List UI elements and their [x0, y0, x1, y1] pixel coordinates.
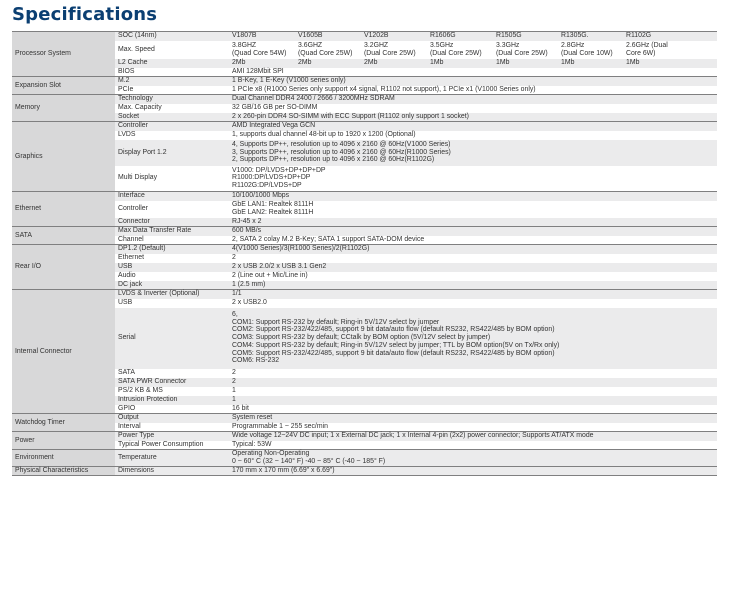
spec-label: USB	[115, 263, 229, 272]
spec-label: Typical Power Consumption	[115, 441, 229, 450]
spec-value: 1Mb	[558, 59, 623, 68]
spec-value: AMD Integrated Vega GCN	[229, 122, 717, 131]
spec-row	[12, 423, 717, 432]
spec-value: Operating Non-Operating 0 ~ 60° C (32 ~ 140° F) -40 ~ 85° C (-40 ~ 185° F)	[229, 450, 717, 467]
spec-row	[12, 131, 717, 140]
spec-label: Dimensions	[115, 467, 229, 476]
spec-value: System reset	[229, 414, 717, 423]
spec-label: Max Data Transfer Rate	[115, 227, 229, 236]
spec-label: Serial	[115, 308, 229, 369]
spec-label: Controller	[115, 122, 229, 131]
spec-value: 1Mb	[493, 59, 558, 68]
model-name: V1807B	[229, 32, 295, 41]
spec-row	[12, 378, 717, 387]
spec-value: 4, Supports DP++, resolution up to 4096 x 2160 @ 60Hz(V1000 Series) 3, Supports DP++, resolution up to 4096 x 2160 @ 60Hz(R1000 Series) 2, Supports DP++, resolution up to 4096 x 2160 @ 60Hz(R1102G)	[229, 140, 717, 166]
spec-row	[12, 95, 717, 104]
spec-value: 3.8GHZ (Quad Core 54W)	[229, 41, 295, 59]
spec-table-container	[12, 31, 717, 476]
spec-label: Technology	[115, 95, 229, 104]
spec-row	[12, 201, 717, 218]
spec-value: 170 mm x 170 mm (6.69" x 6.69")	[229, 467, 717, 476]
spec-value: Wide voltage 12~24V DC input; 1 x External DC jack; 1 x Internal 4-pin (2x2) power connector; Supports AT/ATX mode	[229, 432, 717, 441]
spec-label: SOC (14nm)	[115, 32, 229, 41]
spec-row	[12, 308, 717, 369]
category-label: Physical Characteristics	[12, 467, 115, 476]
model-header-row	[12, 32, 717, 41]
spec-row	[12, 166, 717, 192]
spec-value: 2 x USB 2.0/2 x USB 3.1 Gen2	[229, 263, 717, 272]
spec-value: 2	[229, 254, 717, 263]
spec-value: 2, SATA 2 colay M.2 B-Key; SATA 1 support SATA-DOM device	[229, 236, 717, 245]
spec-row	[12, 441, 717, 450]
spec-value: V1000: DP/LVDS+DP+DP+DP R1000:DP/LVDS+DP+DP R1102G:DP/LVDS+DP	[229, 166, 717, 192]
spec-label: PCIe	[115, 86, 229, 95]
spec-value: 2 (Line out + Mic/Line in)	[229, 272, 717, 281]
spec-value: 1	[229, 396, 717, 405]
category-label: Environment	[12, 450, 115, 467]
spec-label: BIOS	[115, 68, 229, 77]
spec-row	[12, 263, 717, 272]
spec-row	[12, 450, 717, 467]
spec-value: 1Mb	[427, 59, 493, 68]
spec-row	[12, 59, 717, 68]
spec-value: 4(V1000 Series)/3(R1000 Series)/2(R1102G)	[229, 245, 717, 254]
spec-label: Max. Speed	[115, 41, 229, 59]
category-label: Ethernet	[12, 192, 115, 227]
spec-value: Dual Channel DDR4 2400 / 2666 / 3200MHz SDRAM	[229, 95, 717, 104]
category-label: Watchdog Timer	[12, 414, 115, 432]
spec-label: SATA	[115, 369, 229, 378]
spec-row	[12, 405, 717, 414]
spec-row	[12, 104, 717, 113]
model-name: R1505G	[493, 32, 558, 41]
spec-label: Intrusion Protection	[115, 396, 229, 405]
spec-label: Connector	[115, 218, 229, 227]
spec-label: M.2	[115, 77, 229, 86]
spec-label: Ethernet	[115, 254, 229, 263]
spec-value: 2Mb	[361, 59, 427, 68]
spec-row	[12, 254, 717, 263]
model-name: V1605B	[295, 32, 361, 41]
spec-row	[12, 281, 717, 290]
spec-row	[12, 396, 717, 405]
spec-label: Temperature	[115, 450, 229, 467]
spec-value: AMI 128Mbit SPI	[229, 68, 717, 77]
spec-label: LVDS	[115, 131, 229, 140]
spec-row	[12, 218, 717, 227]
spec-value: GbE LAN1: Realtek 8111H GbE LAN2: Realtek 8111H	[229, 201, 717, 218]
spec-value: 3.5GHz (Dual Core 25W)	[427, 41, 493, 59]
spec-label: Interval	[115, 423, 229, 432]
category-label: Rear I/O	[12, 245, 115, 290]
spec-value: 1 (2.5 mm)	[229, 281, 717, 290]
spec-value: 2 x 260-pin DDR4 SO-SIMM with ECC Support (R1102 only support 1 socket)	[229, 113, 717, 122]
spec-value: Programmable 1 ~ 255 sec/min	[229, 423, 717, 432]
spec-label: Max. Capacity	[115, 104, 229, 113]
spec-row	[12, 245, 717, 254]
spec-row	[12, 369, 717, 378]
spec-row	[12, 236, 717, 245]
spec-row	[12, 41, 717, 59]
spec-value: 2Mb	[295, 59, 361, 68]
page-title: Specifications	[12, 4, 158, 25]
spec-row	[12, 290, 717, 299]
spec-label: SATA PWR Connector	[115, 378, 229, 387]
spec-label: DP1.2 (Default)	[115, 245, 229, 254]
spec-value: RJ-45 x 2	[229, 218, 717, 227]
spec-row	[12, 272, 717, 281]
spec-value: 1	[229, 387, 717, 396]
spec-label: Socket	[115, 113, 229, 122]
model-name: R1305G.	[558, 32, 623, 41]
spec-label: PS/2 KB & MS	[115, 387, 229, 396]
spec-row	[12, 86, 717, 95]
spec-label: Channel	[115, 236, 229, 245]
spec-value: 1/1	[229, 290, 717, 299]
spec-row	[12, 467, 717, 476]
spec-row	[12, 122, 717, 131]
spec-value: 3.6GHZ (Quad Core 25W)	[295, 41, 361, 59]
spec-label: Interface	[115, 192, 229, 201]
spec-value: 2 x USB2.0	[229, 299, 717, 308]
spec-table	[12, 31, 717, 476]
spec-value: 32 GB/16 GB per SO-DIMM	[229, 104, 717, 113]
spec-label: LVDS & Inverter (Optional)	[115, 290, 229, 299]
spec-row	[12, 387, 717, 396]
spec-value: 1, supports dual channel 48-bit up to 1920 x 1200 (Optional)	[229, 131, 717, 140]
spec-row	[12, 414, 717, 423]
spec-label: GPIO	[115, 405, 229, 414]
category-label: Memory	[12, 95, 115, 122]
category-label: Expansion Slot	[12, 77, 115, 95]
category-label: Power	[12, 432, 115, 450]
spec-row	[12, 113, 717, 122]
category-label: Processor System	[12, 32, 115, 77]
spec-label: Controller	[115, 201, 229, 218]
spec-value: 2	[229, 378, 717, 387]
model-name: R1102G	[623, 32, 717, 41]
spec-label: Power Type	[115, 432, 229, 441]
spec-value: 3.2GHZ (Dual Core 25W)	[361, 41, 427, 59]
spec-value: 10/100/1000 Mbps	[229, 192, 717, 201]
spec-label: USB	[115, 299, 229, 308]
category-label: SATA	[12, 227, 115, 245]
spec-row	[12, 77, 717, 86]
spec-value: 1 B-Key, 1 E-Key (V1000 series only)	[229, 77, 717, 86]
spec-value: 600 MB/s	[229, 227, 717, 236]
spec-row	[12, 299, 717, 308]
category-label: Internal Connector	[12, 290, 115, 414]
spec-value: 2Mb	[229, 59, 295, 68]
spec-label: L2 Cache	[115, 59, 229, 68]
spec-row	[12, 432, 717, 441]
spec-row	[12, 140, 717, 166]
spec-value: 1Mb	[623, 59, 717, 68]
spec-value: 6, COM1: Support RS-232 by default; Ring-in 5V/12V select by jumper COM2: Support RS-232/422/485, support 9 bit data/auto flow (default RS232, RS422/485 by BOM option) COM3: Support RS-232 by default; CCtalk by BOM option (5V/12V select by jumper) COM4: Support RS-232 by default; Ring-in 5V/12V select by jumper; TTL by BOM option(5V on Tx/Rx only) COM5: Support RS-232/422/485, support 9 bit data/auto flow (default RS232, RS422/485 by BOM option) COM6: RS-232	[229, 308, 717, 369]
model-name: V1202B	[361, 32, 427, 41]
spec-value: 2	[229, 369, 717, 378]
spec-value: 1 PCIe x8 (R1000 Series only support x4 signal, R1102 not support), 1 PCIe x1 (V1000 Series only)	[229, 86, 717, 95]
model-name: R1606G	[427, 32, 493, 41]
spec-table-body	[12, 32, 717, 476]
spec-value: 3.3GHz (Dual Core 25W)	[493, 41, 558, 59]
spec-label: DC jack	[115, 281, 229, 290]
spec-value: 16 bit	[229, 405, 717, 414]
spec-row	[12, 68, 717, 77]
spec-row	[12, 227, 717, 236]
category-label: Graphics	[12, 122, 115, 192]
spec-label: Audio	[115, 272, 229, 281]
spec-label: Display Port 1.2	[115, 140, 229, 166]
spec-value: 2.8GHz (Dual Core 10W)	[558, 41, 623, 59]
spec-label: Multi Display	[115, 166, 229, 192]
spec-value: 2.6GHz (Dual Core 6W)	[623, 41, 717, 59]
spec-value: Typical: 53W	[229, 441, 717, 450]
spec-label: Output	[115, 414, 229, 423]
spec-row	[12, 192, 717, 201]
